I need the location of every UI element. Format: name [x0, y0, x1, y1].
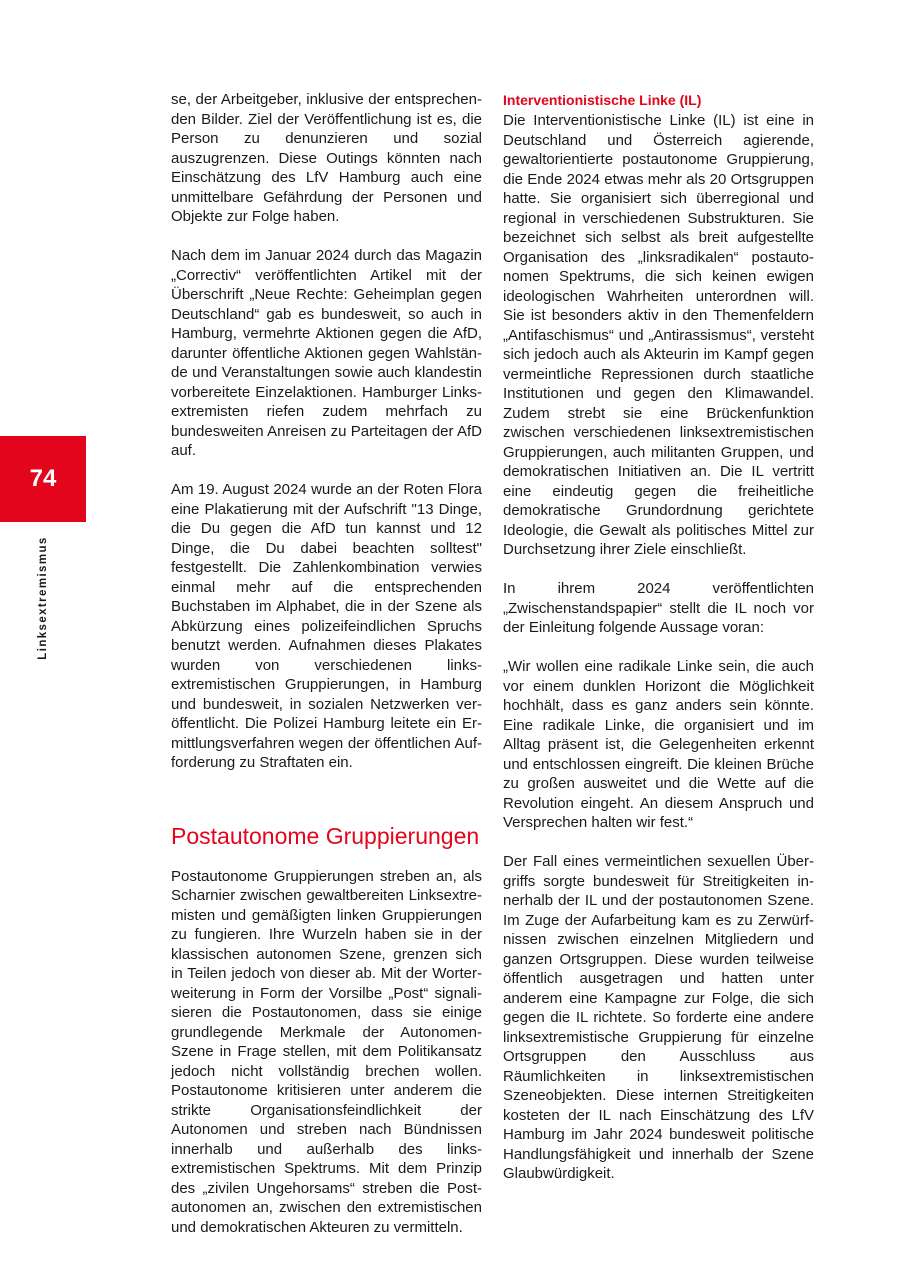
page-number: 74 [29, 465, 57, 492]
section-label: Linksextremismus [37, 536, 49, 660]
subheading: Interventionistische Linke (IL) [503, 92, 702, 108]
paragraph: Postautonome Gruppierungen streben an, als Scharnier zwischen gewaltbereiten Linksextremisten und gemäßigten linken Gruppierungen zu fungieren. Ihre Wurzeln haben sie in der klassischen autonomen Szene, grenzen sich in Teilen jedoch von dieser ab. Mit der Worterweiterung in Form der Vorsilbe „Post“ signalisieren die Postautonomen, dass sie einige grundlegende Merkmale der Autonomen-Szene in Frage stellen, mit dem Politikansatz jedoch nicht vollständig brechen wollen. Postautonome kritisieren unter anderem die strikte Organisationsfeindlichkeit der Autonomen und streben nach Bündnissen innerhalb und außerhalb des linksextremistischen Spektrums. Mit dem Prinzip des „zivilen Ungehorsams“ streben die Postautonomen an, zwischen den extremistischen und demokratischen Akteuren zu vermitteln. [171, 867, 482, 1236]
paragraph: In ihrem 2024 veröffentlichten „Zwischenstandspapier“ stellt die IL noch vor der Einleitung folgende Aussage voran: [503, 580, 814, 636]
paragraph: se, der Arbeitgeber, inklusive der entsprechenden Bilder. Ziel der Veröffentlichung ist es, die Person zu denunzieren und sozial auszugrenzen. Diese Outings könnten nach Einschätzung des LfV Hamburg auch eine unmittelbare Gefährdung der Personen und Objekte zur Folge haben. [171, 91, 482, 225]
page-number-tab [0, 436, 86, 522]
paragraph: Nach dem im Januar 2024 durch das Magazin „Correctiv“ veröffentlichten Artikel mit der Überschrift „Neue Rechte: Geheimplan gegen Deutschland“ gab es bundesweit, so auch in Hamburg, vermehrte Aktionen gegen die AfD, darunter öffentliche Aktionen gegen Wahlstände und Veranstaltungen sowie auch klandestin vorbereitete Einzelaktionen. Hamburger Linksextremisten riefen zudem mehrfach zu bundesweiten Anreisen zu Parteitagen der AfD auf. [171, 247, 482, 459]
paragraph: Am 19. August 2024 wurde an der Roten Flora eine Plakatierung mit der Aufschrift "13 Dinge, die Du gegen die AfD tun kannst und 12 Dinge, die Du dabei beachten solltest" festgestellt. Die Zahlenkombination verwies einmal mehr auf die entsprechenden Buchstaben im Alphabet, die in der Szene als Abkürzung eines polizeifeindlichen Spruchs benutzt werden. Aufnahmen dieses Plakates wurden von verschiedenen linksextremistischen Gruppierungen, in Hamburg und bundesweit, in sozialen Netzwerken veröffentlicht. Die Polizei Hamburg leitete ein Ermittlungsverfahren wegen der öffentlichen Aufforderung zu Straftaten ein. [171, 481, 482, 771]
left-column [171, 90, 482, 1257]
right-column [503, 90, 814, 1203]
paragraph: Der Fall eines vermeintlichen sexuellen Übergriffs sorgte bundesweit für Streitigkeiten innerhalb der IL und der postautonomen Szene. Im Zuge der Aufarbeitung kam es zu Zerwürfnissen zwischen einzelnen Mitgliedern und ganzen Ortsgruppen. Diese wurden teilweise öffentlich ausgetragen und hatten unter anderem eine Kampagne zur Folge, die sich gegen die IL richtete. So forderte eine andere linksextremistische Gruppierung für einzelne Ortsgruppen den Ausschluss aus Räumlichkeiten in linksextremistischen Szeneobjekten. Diese internen Streitigkeiten kosteten der IL nach Einschätzung des LfV Hamburg im Jahr 2024 bundesweit politische Handlungsfähigkeit und innerhalb der Szene Glaubwürdigkeit. [503, 853, 814, 1182]
section-heading: Postautonome Gruppierungen [171, 822, 480, 849]
quote-paragraph: „Wir wollen eine radikale Linke sein, die auch vor einem dunklen Horizont die Möglichkeit hochhält, dass es ganz anders sein könnte. Eine radikale Linke, die organisiert und im Alltag präsent ist, die Gelegenheiten erkennt und entschlossen eingreift. Die kleinen Brüche zu großen ausweitet und die Wette auf die Revolution eingeht. An diesem Anspruch und Versprechen halten wir fest.“ [503, 658, 814, 831]
paragraph: Die Interventionistische Linke (IL) ist eine in Deutschland und Österreich agierende, gewaltorientierte postautonome Gruppierung, die Ende 2024 etwas mehr als 20 Ortsgruppen hatte. Sie organisiert sich überregional und regional in verschiedenen Substrukturen. Sie bezeichnet sich selbst als breit aufgestellte Organisation des „linksradikalen“ postautonomen Spektrums, die sich keinen ewigen ideologischen Wahrheiten unterordnen will. Sie ist besonders aktiv in den Themenfeldern „Antifaschismus“ und „Antirassismus“, versteht sich jedoch auch als Akteurin im Kampf gegen vermeintliche Repressionen durch staatliche Institutionen und gegen den Klimawandel. Zudem strebt sie eine Brückenfunktion zwischen verschiedenen linksextremistischen Gruppierungen, auch militanten Gruppen, und demokratischen Initiativen an. Die IL vertritt eine eindeutig gegen die freiheitliche demokratische Grundordnung gerichtete Ideologie, die Gewalt als politisches Mittel zur Durchsetzung ihrer Ziele einschließt. [503, 112, 814, 558]
